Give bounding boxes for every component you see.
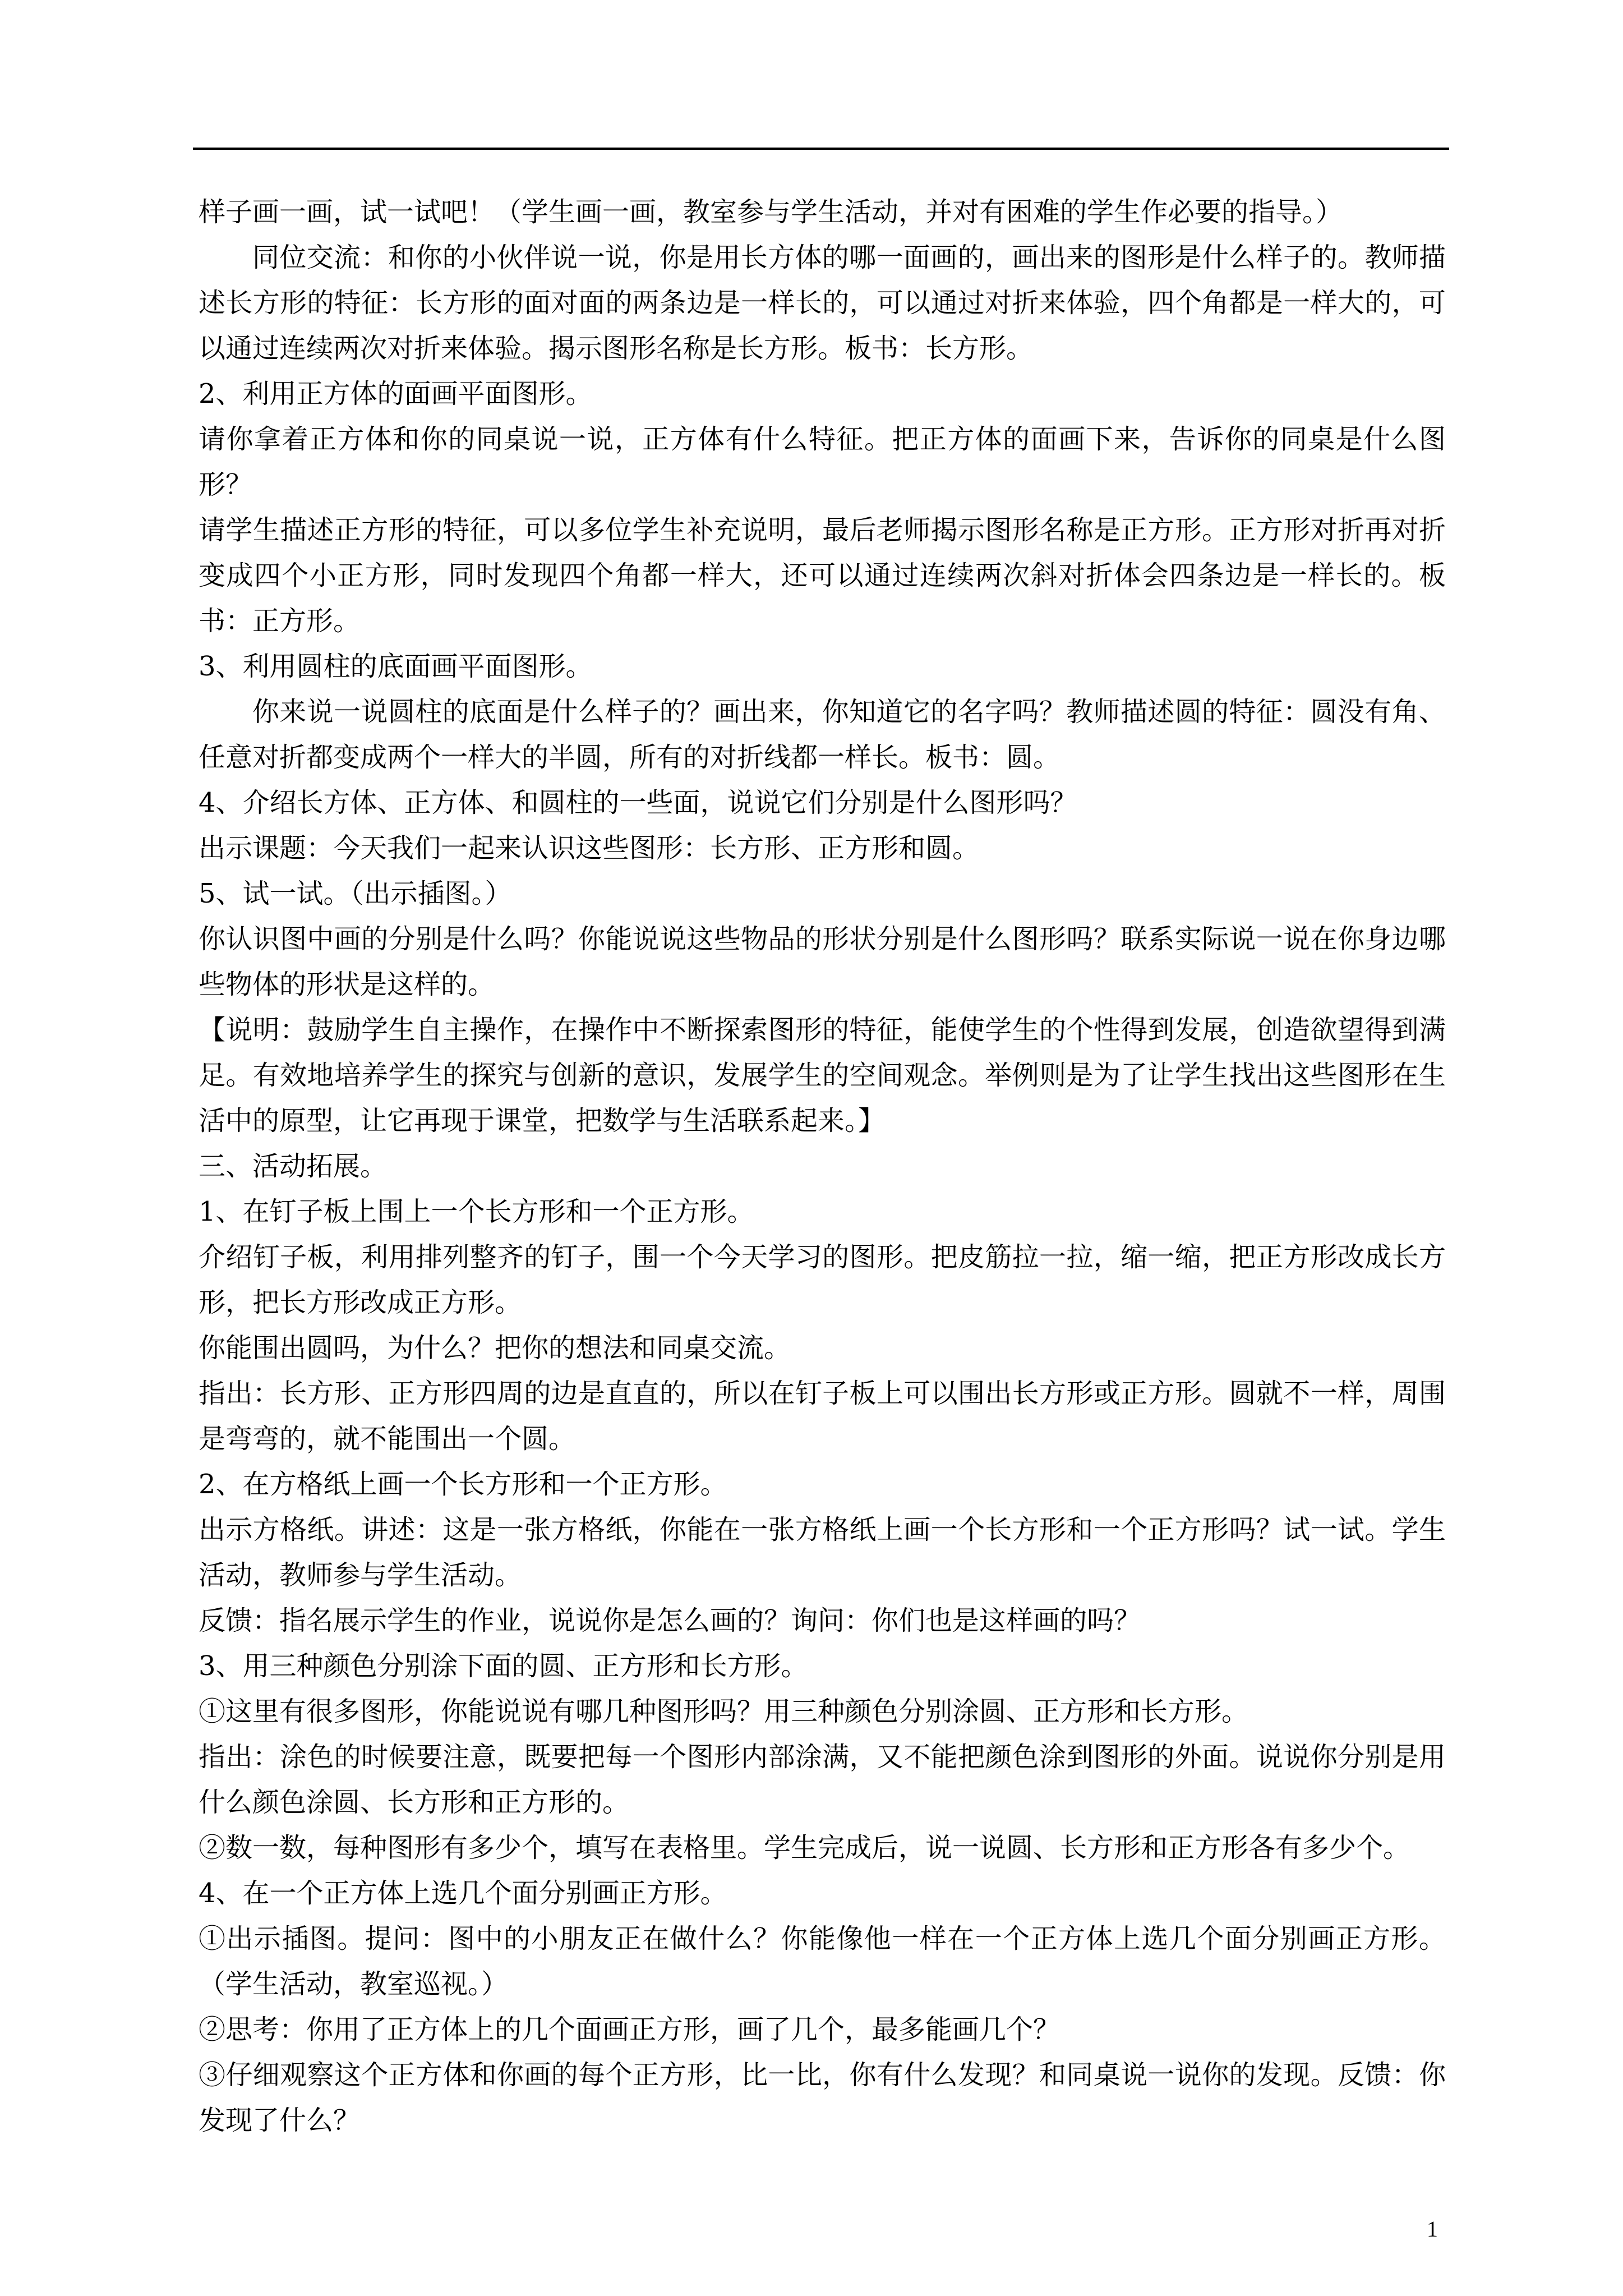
paragraph: 你能围出圆吗，为什么？把你的想法和同桌交流。	[199, 1332, 791, 1364]
paragraph: 同位交流：和你的小伙伴说一说，你是用长方体的哪一面画的，画出来的图形是什么样子的。教师描述长方形的特征：长方形的面对面的两条边是一样长的，可以通过对折来体验，四个角都是一样大的，可以通过连续两次对折来体验。揭示图形名称是长方形。板书：长方形。	[199, 242, 1446, 364]
document-body	[199, 190, 1446, 2143]
section-heading: 2、在方格纸上画一个长方形和一个正方形。	[199, 1469, 727, 1500]
header-rule	[193, 148, 1449, 150]
paragraph: 指出：长方形、正方形四周的边是直直的，所以在钉子板上可以围出长方形或正方形。圆就不一样，周围是弯弯的，就不能围出一个圆。	[199, 1378, 1446, 1455]
paragraph: 指出：涂色的时候要注意，既要把每一个图形内部涂满，又不能把颜色涂到图形的外面。说说你分别是用什么颜色涂圆、长方形和正方形的。	[199, 1741, 1446, 1818]
section-heading: 3、用三种颜色分别涂下面的圆、正方形和长方形。	[199, 1650, 808, 1682]
paragraph: ①这里有很多图形，你能说说有哪几种图形吗？用三种颜色分别涂圆、正方形和长方形。	[199, 1696, 1249, 1727]
paragraph: ②数一数，每种图形有多少个，填写在表格里。学生完成后，说一说圆、长方形和正方形各有多少个。	[199, 1832, 1410, 1864]
paragraph: 你来说一说圆柱的底面是什么样子的？画出来，你知道它的名字吗？教师描述圆的特征：圆没有角、任意对折都变成两个一样大的半圆，所有的对折线都一样长。板书：圆。	[199, 696, 1446, 773]
paragraph: ③仔细观察这个正方体和你画的每个正方形，比一比，你有什么发现？和同桌说一说你的发现。反馈：你发现了什么？	[199, 2059, 1446, 2136]
paragraph: 请你拿着正方体和你的同桌说一说，正方体有什么特征。把正方体的面画下来，告诉你的同桌是什么图形？	[199, 424, 1446, 500]
paragraph: ②思考：你用了正方体上的几个面画正方形，画了几个，最多能画几个？	[199, 2014, 1061, 2045]
paragraph: 你认识图中画的分别是什么吗？你能说说这些物品的形状分别是什么图形吗？联系实际说一说在你身边哪些物体的形状是这样的。	[199, 923, 1446, 1000]
page-number: 1	[1427, 2216, 1438, 2242]
section-heading: 2、利用正方体的面画平面图形。	[199, 378, 593, 409]
paragraph: 反馈：指名展示学生的作业，说说你是怎么画的？询问：你们也是这样画的吗？	[199, 1605, 1141, 1636]
section-heading: 1、在钉子板上围上一个长方形和一个正方形。	[199, 1196, 754, 1227]
section-heading: 4、在一个正方体上选几个面分别画正方形。	[199, 1878, 727, 1909]
section-heading: 三、活动拓展。	[199, 1151, 388, 1182]
paragraph: 请学生描述正方形的特征，可以多位学生补充说明，最后老师揭示图形名称是正方形。正方形对折再对折变成四个小正方形，同时发现四个角都一样大，还可以通过连续两次斜对折体会四条边是一样长的。板书：正方形。	[199, 514, 1446, 637]
paragraph: 样子画一画，试一试吧！（学生画一画，教室参与学生活动，并对有困难的学生作必要的指导。）	[199, 196, 1343, 228]
section-heading: 4、介绍长方体、正方体、和圆柱的一些面，说说它们分别是什么图形吗？	[199, 787, 1077, 818]
section-heading: 3、利用圆柱的底面画平面图形。	[199, 651, 593, 682]
paragraph: 出示方格纸。讲述：这是一张方格纸，你能在一张方格纸上画一个长方形和一个正方形吗？试一试。学生活动，教师参与学生活动。	[199, 1514, 1446, 1591]
paragraph: ①出示插图。提问：图中的小朋友正在做什么？你能像他一样在一个正方体上选几个面分别画正方形。（学生活动，教室巡视。）	[199, 1923, 1446, 2000]
note-paragraph: 【说明：鼓励学生自主操作，在操作中不断探索图形的特征，能使学生的个性得到发展，创造欲望得到满足。有效地培养学生的探究与创新的意识，发展学生的空间观念。举例则是为了让学生找出这些图形在生活中的原型，让它再现于课堂，把数学与生活联系起来。】	[199, 1014, 1446, 1137]
paragraph: 出示课题：今天我们一起来认识这些图形：长方形、正方形和圆。	[199, 832, 980, 864]
section-heading: 5、试一试。（出示插图。）	[199, 878, 512, 909]
paragraph: 介绍钉子板，利用排列整齐的钉子，围一个今天学习的图形。把皮筋拉一拉，缩一缩，把正方形改成长方形，把长方形改成正方形。	[199, 1241, 1446, 1318]
